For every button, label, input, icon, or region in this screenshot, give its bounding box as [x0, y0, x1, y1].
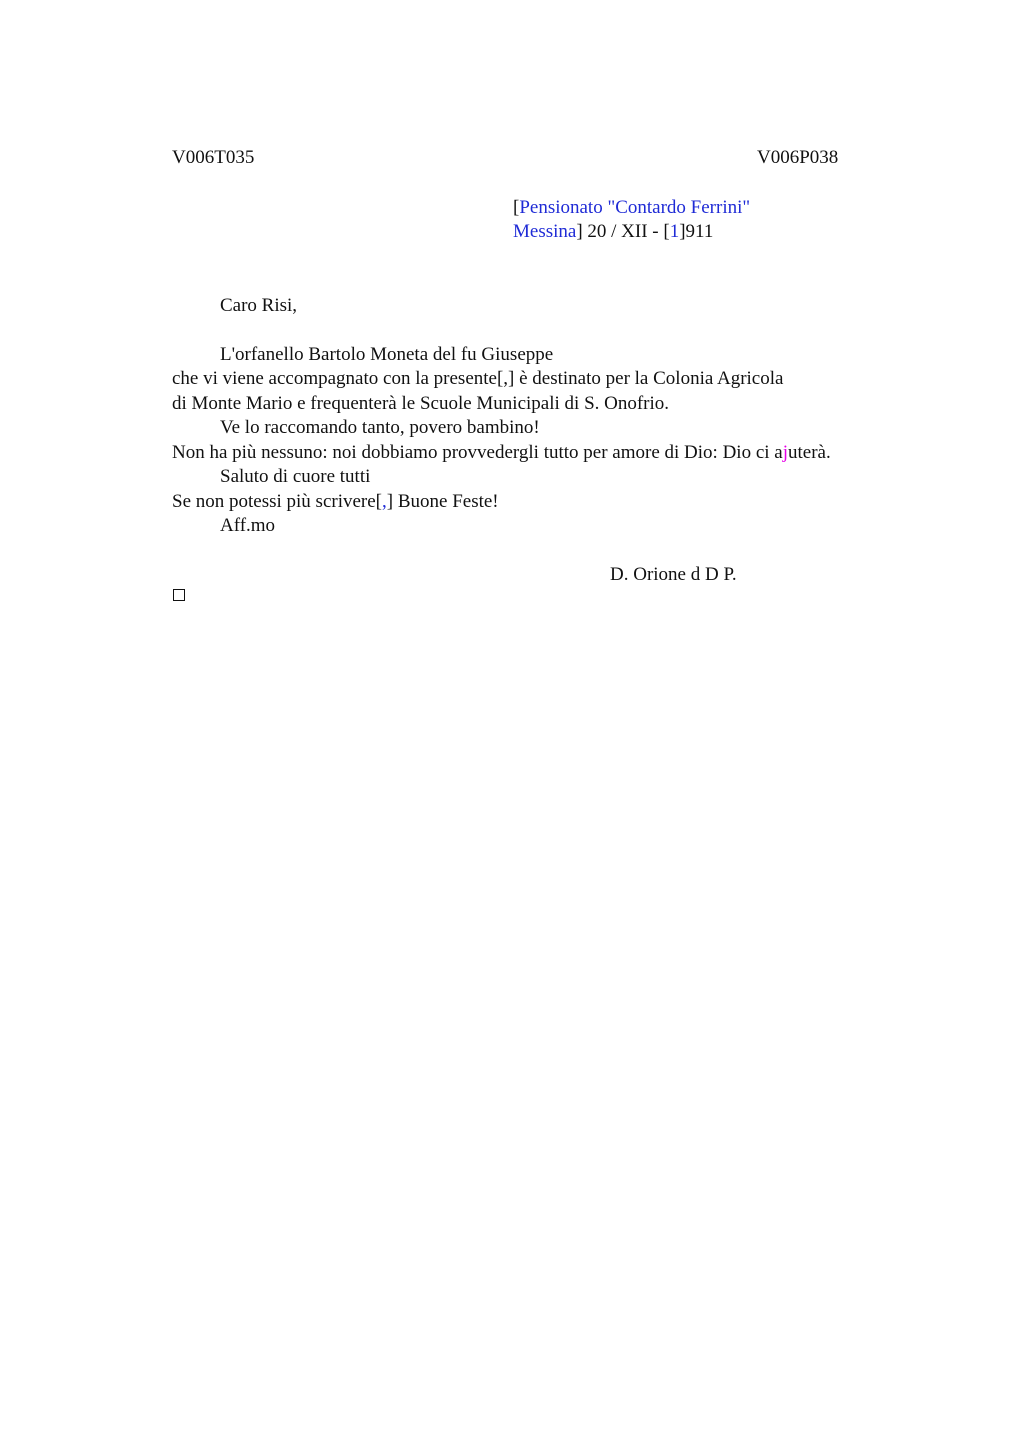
- signature: D. Orione d D P.: [610, 564, 737, 585]
- place-name: Pensionato "Contardo Ferrini": [519, 197, 751, 218]
- body-line: L'orfanello Bartolo Moneta del fu Giuseppe: [220, 344, 554, 365]
- body-line: che vi viene accompagnato con la presente[,] è destinato per la Colonia Agricola: [172, 368, 784, 389]
- city-name: Messina: [513, 221, 577, 242]
- end-marker-square: [173, 589, 185, 601]
- date-text: ] 20 / XII - [: [576, 221, 670, 242]
- date-year: ]911: [679, 221, 714, 242]
- body-line: Saluto di cuore tutti: [220, 466, 371, 487]
- body-text: Non ha più nessuno: noi dobbiamo provvedergli tutto per amore di Dio: Dio ci a: [172, 442, 783, 463]
- body-text: uterà.: [788, 442, 831, 463]
- body-line: [172, 490, 499, 514]
- body-line: [172, 441, 831, 465]
- document-code-left: V006T035: [172, 147, 255, 168]
- bracket-open: [: [513, 197, 520, 218]
- body-text: ] Buone Feste!: [386, 491, 499, 512]
- salutation: Caro Risi,: [220, 295, 298, 316]
- highlighted-letter: j: [782, 442, 788, 463]
- body-line: Ve lo raccomando tanto, povero bambino!: [220, 417, 540, 438]
- date-digit: 1: [669, 221, 680, 242]
- closing: Aff.mo: [220, 515, 276, 536]
- place-date-line-2: [513, 220, 713, 244]
- body-text: Se non potessi più scrivere[: [172, 491, 383, 512]
- body-line: di Monte Mario e frequenterà le Scuole Municipali di S. Onofrio.: [172, 393, 670, 414]
- place-line-1: [513, 196, 750, 220]
- document-code-right: V006P038: [757, 147, 839, 168]
- editorial-comma: ,: [382, 491, 387, 512]
